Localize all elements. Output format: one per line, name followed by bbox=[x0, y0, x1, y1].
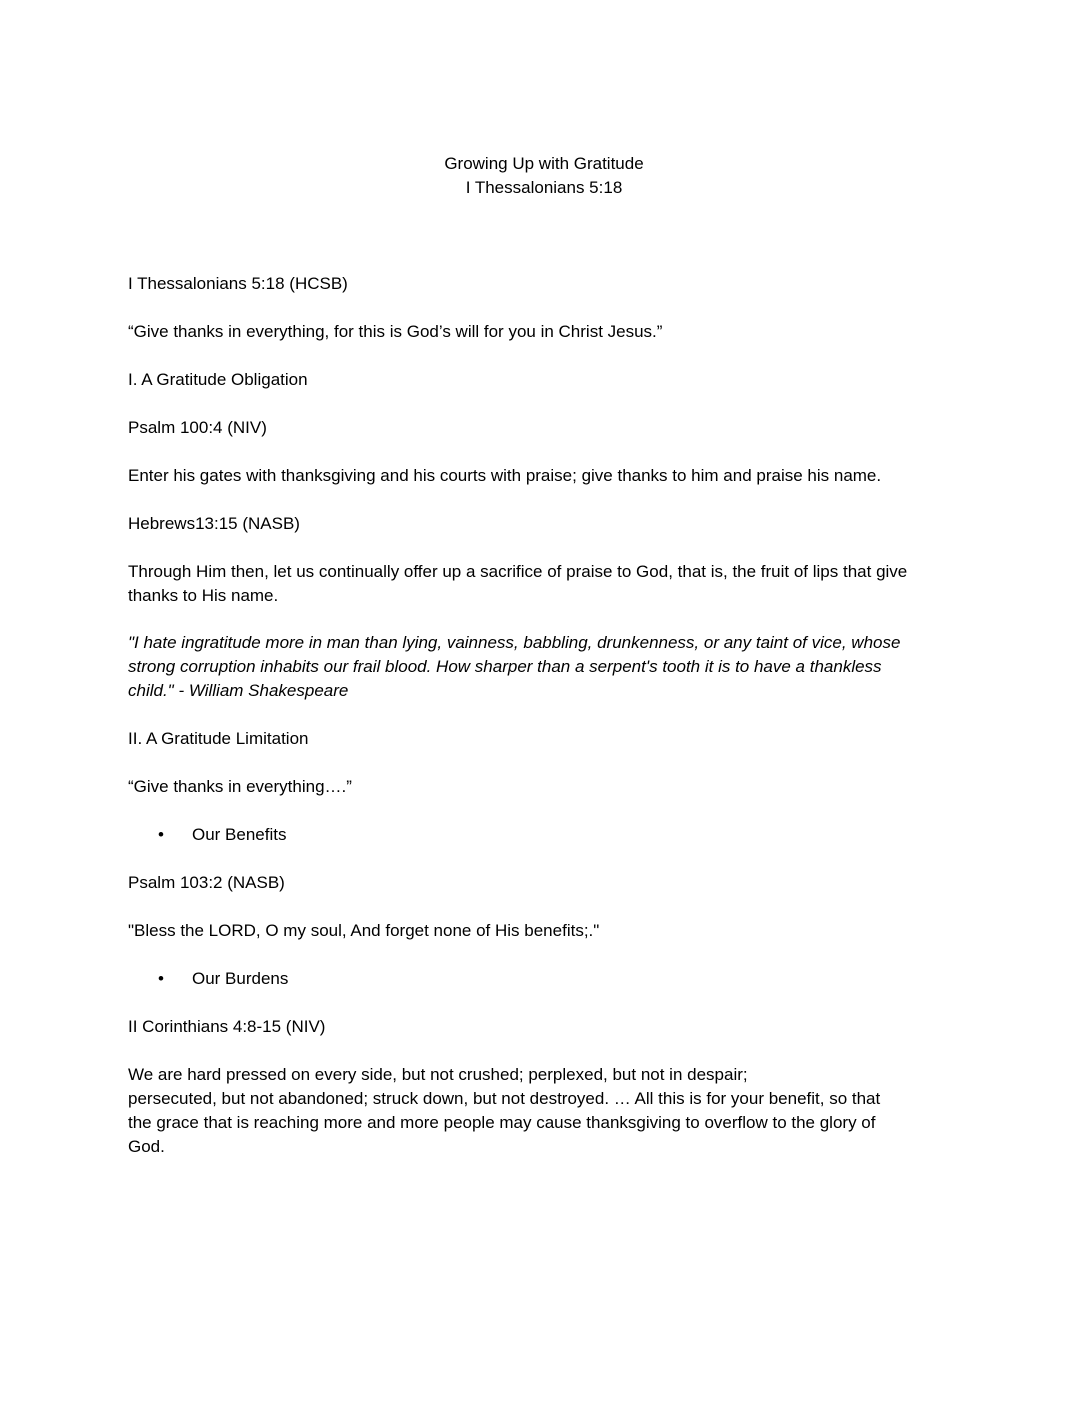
section-heading-limitation: II. A Gratitude Limitation bbox=[128, 729, 309, 748]
verse-hebrews-line-2: thanks to His name. bbox=[128, 586, 279, 605]
give-thanks-quote: “Give thanks in everything….” bbox=[128, 777, 352, 796]
document-title: Growing Up with Gratitude bbox=[444, 154, 644, 173]
verse-corinthians-line-2: persecuted, but not abandoned; struck down, but not destroyed. … All this is for your benefit, so that bbox=[128, 1089, 881, 1108]
document-subtitle: I Thessalonians 5:18 bbox=[465, 178, 623, 197]
scripture-reference-corinthians: II Corinthians 4:8-15 (NIV) bbox=[128, 1017, 326, 1036]
verse-hebrews-line-1: Through Him then, let us continually offer up a sacrifice of praise to God, that is, the fruit of lips that give bbox=[128, 562, 908, 581]
verse-corinthians-line-3: the grace that is reaching more and more people may cause thanksgiving to overflow to the glory of bbox=[128, 1113, 876, 1132]
shakespeare-quote-line-2: strong corruption inhabits our frail blood. How sharper than a serpent's tooth it is to have a thankless bbox=[128, 657, 882, 676]
verse-psalm-103: "Bless the LORD, O my soul, And forget none of His benefits;." bbox=[128, 921, 600, 940]
key-verse-quote: “Give thanks in everything, for this is God’s will for you in Christ Jesus.” bbox=[128, 322, 663, 341]
shakespeare-quote-line-3: child." - William Shakespeare bbox=[128, 681, 349, 700]
scripture-reference-hcsb: I Thessalonians 5:18 (HCSB) bbox=[128, 274, 348, 293]
scripture-reference-psalm-103: Psalm 103:2 (NASB) bbox=[128, 873, 285, 892]
section-heading-obligation: I. A Gratitude Obligation bbox=[128, 370, 308, 389]
bullet-label: Our Burdens bbox=[192, 969, 289, 988]
scripture-reference-hebrews: Hebrews13:15 (NASB) bbox=[128, 514, 300, 533]
verse-corinthians-line-4: God. bbox=[128, 1137, 165, 1156]
verse-psalm-100: Enter his gates with thanksgiving and his courts with praise; give thanks to him and praise his name. bbox=[128, 466, 882, 485]
bullet-item-burdens bbox=[158, 967, 288, 991]
shakespeare-quote-line-1: "I hate ingratitude more in man than lying, vainness, babbling, drunkenness, or any taint of vice, whose bbox=[128, 633, 901, 652]
scripture-reference-psalm-100: Psalm 100:4 (NIV) bbox=[128, 418, 267, 437]
bullet-icon: • bbox=[158, 969, 164, 988]
bullet-label: Our Benefits bbox=[192, 825, 287, 844]
verse-corinthians-line-1: We are hard pressed on every side, but not crushed; perplexed, but not in despair; bbox=[128, 1065, 748, 1084]
bullet-item-benefits bbox=[158, 823, 287, 847]
bullet-icon: • bbox=[158, 825, 164, 844]
